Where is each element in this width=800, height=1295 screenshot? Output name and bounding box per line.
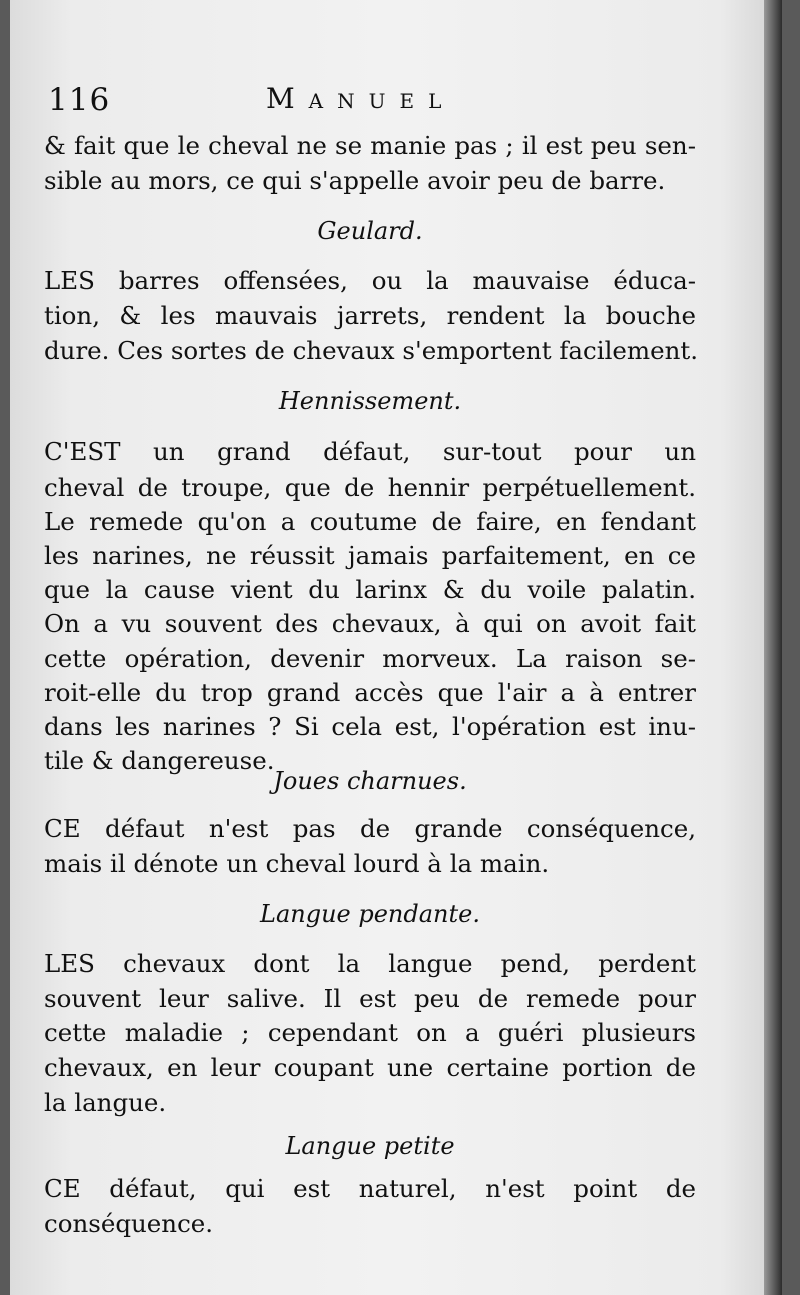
running-title: Manuel — [266, 82, 456, 115]
text-line: LES chevaux dont la langue pend, perdent — [44, 949, 696, 978]
section-heading: Hennissement. — [278, 387, 462, 415]
text-line: les narines, ne réussit jamais parfaitement, en ce — [44, 541, 696, 570]
text-line: conséquence. — [44, 1209, 214, 1238]
section-heading: Langue petite — [285, 1132, 455, 1160]
text-line: roit-elle du trop grand accès que l'air a à entrer — [44, 678, 696, 707]
page-header — [48, 78, 708, 122]
text-line: dure. Ces sortes de chevaux s'emportent facilement. — [44, 336, 699, 365]
text-line: souvent leur salive. Il est peu de remede pour — [44, 984, 696, 1013]
page-edge-shadow — [764, 0, 782, 1295]
text-line: la langue. — [44, 1088, 167, 1117]
text-line: & fait que le cheval ne se manie pas ; il est peu sen- — [44, 131, 696, 160]
section-heading: Joues charnues. — [273, 767, 467, 795]
text-line: LES barres offensées, ou la mauvaise éduca- — [44, 266, 696, 295]
text-line: CE défaut, qui est naturel, n'est point de — [44, 1174, 696, 1203]
text-line: C'EST un grand défaut, sur-tout pour un — [44, 437, 696, 466]
text-line: tion, & les mauvais jarrets, rendent la bouche — [44, 301, 696, 330]
text-line: cette opération, devenir morveux. La raison se- — [44, 644, 696, 673]
text-line: cheval de troupe, que de hennir perpétuellement. — [44, 473, 696, 502]
section-heading: Geulard. — [317, 217, 423, 245]
text-line: tile & dangereuse. — [44, 746, 275, 775]
text-line: CE défaut n'est pas de grande conséquence, — [44, 814, 696, 843]
text-line: mais il dénote un cheval lourd à la main. — [44, 849, 550, 878]
text-line: On a vu souvent des chevaux, à qui on avoit fait — [44, 609, 696, 638]
text-line: cette maladie ; cependant on a guéri plusieurs — [44, 1018, 696, 1047]
section-heading: Langue pendante. — [260, 900, 480, 928]
text-line: dans les narines ? Si cela est, l'opération est inu- — [44, 712, 696, 741]
text-line: que la cause vient du larinx & du voile palatin. — [44, 575, 696, 604]
text-line: Le remede qu'on a coutume de faire, en fendant — [44, 507, 696, 536]
text-line: chevaux, en leur coupant une certaine portion de — [44, 1053, 696, 1082]
book-page — [10, 0, 782, 1295]
page-number: 116 — [48, 82, 111, 118]
text-line: sible au mors, ce qui s'appelle avoir peu de barre. — [44, 166, 666, 195]
